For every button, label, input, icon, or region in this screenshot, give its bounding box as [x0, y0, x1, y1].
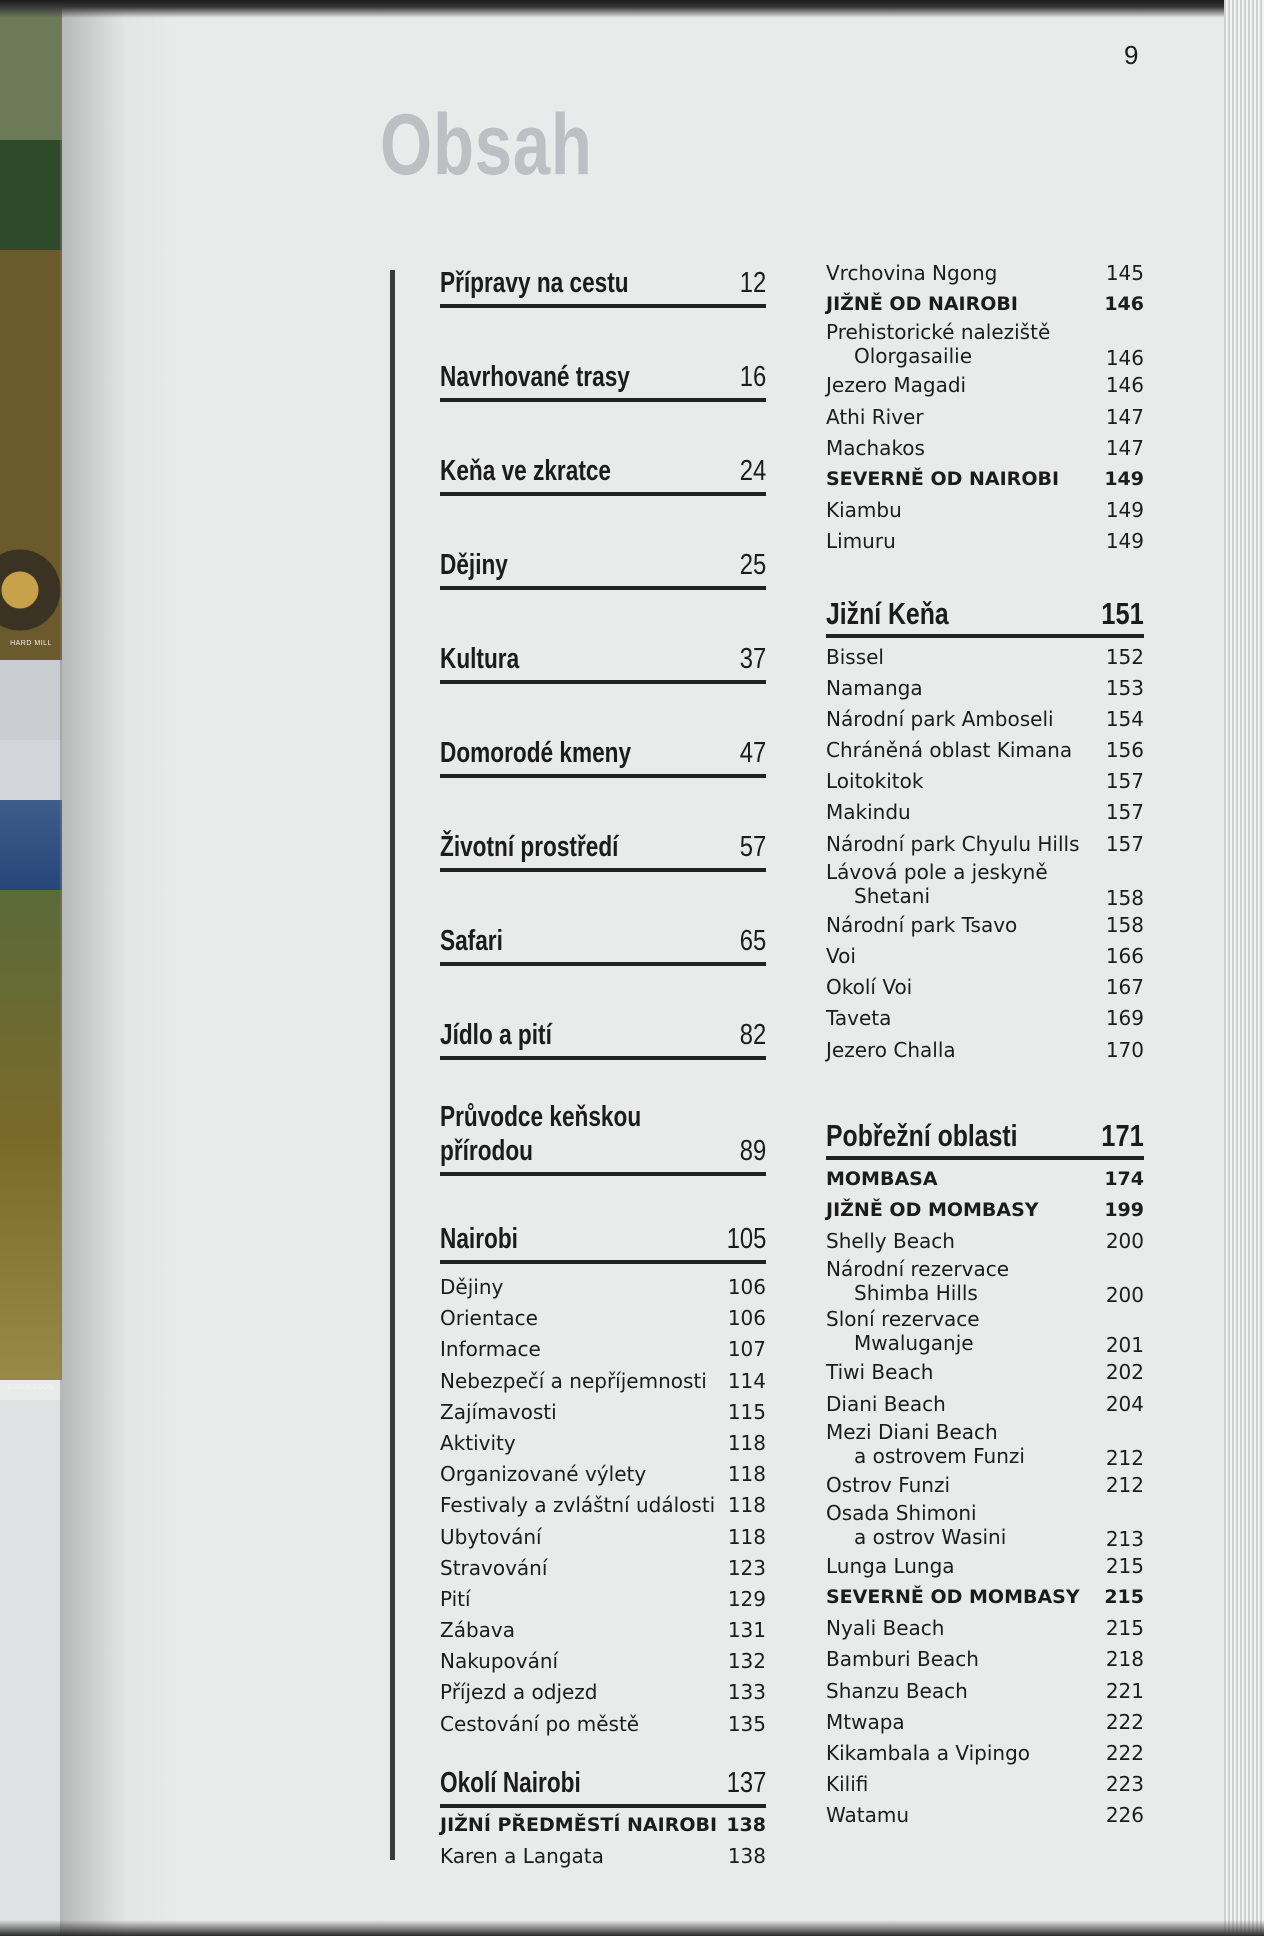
toc-entry-label-cont: a ostrov Wasini — [854, 1524, 1007, 1549]
photo-credit-top: HARD MILL — [10, 640, 52, 647]
toc-entry[interactable] — [826, 766, 1144, 797]
toc-entry-page: 166 — [1105, 944, 1144, 968]
toc-entry-label: MOMBASA — [826, 1167, 938, 1190]
toc-entry[interactable] — [440, 1841, 766, 1872]
toc-entry-page: 156 — [1105, 738, 1144, 763]
toc-entry-page: 106 — [727, 1306, 766, 1331]
toc-entry-label: Lunga Lunga — [826, 1553, 955, 1578]
toc-entry-page: 145 — [1105, 261, 1144, 285]
toc-entry-label: JIŽNĚ OD MOMBASY — [826, 1198, 1039, 1221]
toc-entry-page: 213 — [1105, 1526, 1144, 1551]
toc-entry[interactable] — [826, 642, 1144, 673]
facing-page-photo-edge — [0, 0, 62, 1936]
chapter-entry[interactable] — [440, 532, 766, 590]
toc-entry-label: Taveta — [826, 1006, 892, 1031]
toc-entry[interactable] — [826, 910, 1144, 941]
toc-entry-page: 204 — [1105, 1391, 1144, 1416]
page-stack-edge — [1224, 0, 1264, 1936]
toc-entry-page: 202 — [1105, 1360, 1144, 1385]
toc-entry-label: Okolí Voi — [826, 975, 913, 1000]
toc-entry-label: Orientace — [440, 1306, 538, 1331]
toc-entry-label: Vrchovina Ngong — [826, 261, 998, 285]
toc-entry[interactable] — [826, 1582, 1144, 1613]
toc-entry-page: 154 — [1105, 706, 1144, 731]
toc-entry-page: 152 — [1105, 644, 1144, 669]
toc-entry-page: 147 — [1105, 435, 1144, 460]
toc-entry[interactable] — [826, 1195, 1144, 1226]
toc-entry-label: Národní park Tsavo — [826, 912, 1018, 937]
chapter-title: Domorodé kmeny — [440, 737, 632, 769]
toc-entry[interactable] — [826, 1003, 1144, 1034]
toc-entry-label: Diani Beach — [826, 1391, 946, 1416]
chapter-entry-pruvodce[interactable] — [440, 1098, 766, 1176]
toc-entry[interactable] — [440, 1272, 766, 1303]
toc-entry[interactable] — [826, 1707, 1144, 1738]
toc-entry-page: 114 — [727, 1368, 766, 1393]
chapter-title-line: přírodou — [440, 1135, 533, 1167]
toc-entry[interactable] — [440, 1459, 766, 1490]
toc-entry-page: 200 — [1105, 1283, 1144, 1308]
toc-entry-page: 132 — [727, 1649, 766, 1674]
chapter-title: Kultura — [440, 643, 520, 675]
toc-entry[interactable] — [826, 433, 1144, 464]
toc-entry-page: 138 — [726, 1813, 766, 1836]
toc-entry-page: 223 — [1105, 1772, 1144, 1797]
toc-entry-label: Kilifi — [826, 1772, 869, 1797]
chapter-entry[interactable] — [440, 814, 766, 872]
photo-strip — [0, 140, 62, 250]
toc-entry-page: 129 — [727, 1586, 766, 1611]
chapter-title: Navrhované trasy — [440, 361, 630, 393]
chapter-title: Přípravy na cestu — [440, 267, 629, 299]
chapter-title: Keňa ve zkratce — [440, 455, 612, 487]
toc-entry[interactable] — [826, 370, 1144, 401]
toc-entry-label: Ubytování — [440, 1524, 542, 1549]
toc-entry-page: 146 — [1105, 346, 1144, 371]
toc-entry-page: 123 — [727, 1555, 766, 1580]
toc-entry-page: 146 — [1104, 293, 1144, 316]
chapter-page: 65 — [739, 925, 766, 957]
toc-entry-page: 147 — [1105, 404, 1144, 429]
toc-entry-label: Mezi Diani Beach — [826, 1419, 998, 1444]
toc-entry-label: Nakupování — [440, 1649, 559, 1674]
toc-entry-page: 157 — [1105, 800, 1144, 825]
jizni-kena-subsections — [826, 642, 1144, 1066]
toc-entry-label: Národní park Chyulu Hills — [826, 831, 1080, 856]
toc-entry[interactable] — [826, 1164, 1144, 1195]
toc-entry-label: Lávová pole a jeskyně — [826, 859, 1048, 884]
column-rule — [390, 270, 395, 1860]
toc-entry-label: Kiambu — [826, 498, 902, 523]
toc-entry[interactable] — [826, 797, 1144, 828]
toc-entry[interactable] — [826, 495, 1144, 526]
toc-entry[interactable] — [826, 1551, 1144, 1582]
chapter-entry[interactable] — [440, 626, 766, 684]
chapter-page: 57 — [739, 831, 766, 863]
toc-entry-page: 115 — [727, 1399, 766, 1424]
chapter-title: Dějiny — [440, 549, 508, 581]
toc-entry[interactable] — [826, 673, 1144, 704]
chapter-title: Pobřežní oblasti — [826, 1117, 1018, 1153]
chapter-entry[interactable] — [440, 1002, 766, 1060]
toc-entry-label: Organizované výlety — [440, 1462, 647, 1487]
toc-entry[interactable] — [826, 1307, 1144, 1357]
toc-entry-label: Namanga — [826, 675, 923, 700]
toc-entry-page: 222 — [1105, 1709, 1144, 1734]
toc-entry[interactable] — [440, 1615, 766, 1646]
toc-entry-page: 157 — [1105, 831, 1144, 856]
toc-entry[interactable] — [440, 1303, 766, 1334]
toc-entry-label: Chráněná oblast Kimana — [826, 738, 1073, 763]
chapter-page: 37 — [739, 643, 766, 675]
chapter-entry-jizni-kena[interactable] — [826, 584, 1144, 638]
toc-entry[interactable] — [826, 1676, 1144, 1707]
toc-entry-label: JIŽNĚ OD NAIROBI — [826, 293, 1018, 316]
toc-entry-label: Limuru — [826, 529, 896, 554]
toc-entry-page: 167 — [1105, 975, 1144, 1000]
chapter-entry[interactable] — [440, 250, 766, 308]
toc-entry-page: 199 — [1104, 1198, 1144, 1221]
toc-entry[interactable] — [826, 1257, 1144, 1307]
toc-entry-label: Nebezpečí a nepříjemnosti — [440, 1368, 707, 1393]
chapter-entry-nairobi[interactable] — [440, 1210, 766, 1264]
toc-entry-label: Tiwi Beach — [826, 1360, 934, 1385]
toc-entry[interactable] — [826, 1644, 1144, 1675]
toc-entry[interactable] — [826, 829, 1144, 860]
toc-entry-page: 106 — [727, 1275, 766, 1299]
chapter-page: 151 — [1101, 595, 1144, 631]
photo-strip — [0, 800, 62, 890]
chapter-title: Jídlo a pití — [440, 1019, 552, 1051]
toc-entry-page: 215 — [1105, 1616, 1144, 1641]
toc-entry[interactable] — [826, 1357, 1144, 1388]
chapter-title: Safari — [440, 925, 503, 957]
toc-entry[interactable] — [440, 1428, 766, 1459]
toc-entry-page: 118 — [727, 1493, 766, 1518]
toc-entry-label: Voi — [826, 944, 856, 968]
toc-entry[interactable] — [826, 1613, 1144, 1644]
chapter-entry[interactable] — [440, 344, 766, 402]
main-chapter-list — [440, 250, 766, 1872]
toc-entry-label: Pití — [440, 1586, 471, 1611]
toc-entry[interactable] — [440, 1646, 766, 1677]
chapter-title — [440, 1100, 641, 1168]
chapter-title: Jižní Keňa — [826, 595, 949, 631]
toc-entry-label: Příjezd a odjezd — [440, 1680, 598, 1705]
toc-entry-page: 201 — [1105, 1333, 1144, 1358]
okoli-subsections — [440, 1810, 766, 1872]
toc-entry-label: Festivaly a zvláštní události — [440, 1493, 716, 1518]
toc-entry-label: Prehistorické naleziště — [826, 320, 1051, 345]
toc-entry[interactable] — [826, 1800, 1144, 1831]
toc-entry[interactable] — [826, 320, 1144, 370]
toc-entry-label: SEVERNĚ OD MOMBASY — [826, 1586, 1080, 1609]
toc-entry-page: 174 — [1104, 1167, 1144, 1190]
toc-entry-label: Dějiny — [440, 1275, 504, 1299]
chapter-page: 137 — [726, 1766, 766, 1799]
photo-strip — [0, 740, 62, 800]
toc-entry-page: 146 — [1105, 373, 1144, 398]
toc-entry-label: Ostrov Funzi — [826, 1472, 951, 1497]
toc-entry-page: 149 — [1104, 467, 1144, 490]
toc-entry-label-cont: Shimba Hills — [854, 1281, 978, 1306]
gutter-shadow — [60, 0, 180, 1936]
toc-entry-page: 107 — [727, 1337, 766, 1362]
toc-entry[interactable] — [826, 1470, 1144, 1501]
toc-entry-label: Watamu — [826, 1803, 910, 1828]
chapter-page: 25 — [739, 549, 766, 581]
toc-entry-label: Shanzu Beach — [826, 1678, 968, 1703]
toc-entry-label: Shelly Beach — [826, 1229, 955, 1254]
toc-entry-page: 200 — [1105, 1229, 1144, 1254]
toc-entry-label: Jezero Magadi — [826, 373, 967, 398]
scan-bottom-edge — [0, 1920, 1264, 1936]
chapter-entry[interactable] — [440, 438, 766, 496]
toc-entry-page: 158 — [1105, 912, 1144, 937]
toc-entry[interactable] — [440, 1334, 766, 1365]
toc-entry-label: Zajímavosti — [440, 1399, 557, 1424]
toc-entry-page: 135 — [727, 1711, 766, 1736]
toc-entry-label-cont: Olorgasailie — [854, 344, 973, 369]
toc-entry[interactable] — [826, 735, 1144, 766]
chapter-page: 47 — [739, 737, 766, 769]
chapter-page: 105 — [726, 1223, 766, 1255]
toc-entry[interactable] — [440, 1709, 766, 1740]
toc-entry-label: Mtwapa — [826, 1709, 905, 1734]
toc-entry-label: Osada Shimoni — [826, 1500, 977, 1525]
toc-entry-page: 118 — [727, 1524, 766, 1549]
toc-entry[interactable] — [826, 464, 1144, 495]
toc-entry-label: Cestování po městě — [440, 1711, 640, 1736]
photo-strip — [0, 660, 62, 740]
toc-entry-page: 226 — [1105, 1803, 1144, 1828]
chapter-title-line: Průvodce keňskou — [440, 1101, 642, 1133]
toc-entry-label: Athi River — [826, 404, 924, 429]
chapter-page: 171 — [1101, 1117, 1144, 1153]
toc-entry[interactable] — [440, 1522, 766, 1553]
chapter-title: Nairobi — [440, 1223, 518, 1255]
toc-entry-label: Bamburi Beach — [826, 1647, 979, 1672]
pobrezni-subsections — [826, 1164, 1144, 1832]
scan-top-edge — [0, 0, 1264, 18]
toc-entry-page: 222 — [1105, 1741, 1144, 1765]
toc-entry-label: Bissel — [826, 644, 884, 669]
toc-entry-page: 133 — [727, 1680, 766, 1705]
toc-entry-page: 158 — [1105, 885, 1144, 910]
toc-entry-label: Nyali Beach — [826, 1616, 945, 1641]
chapter-page: 24 — [739, 455, 766, 487]
toc-entry-label: Jezero Challa — [826, 1037, 956, 1062]
toc-entry[interactable] — [826, 402, 1144, 433]
toc-entry-page: 212 — [1105, 1445, 1144, 1470]
toc-entry[interactable] — [826, 704, 1144, 735]
toc-entry-page: 149 — [1105, 529, 1144, 554]
toc-entry[interactable] — [826, 941, 1144, 972]
toc-entry[interactable] — [826, 1226, 1144, 1257]
chapter-entry-okoli[interactable] — [440, 1748, 766, 1808]
toc-entry-label-cont: Shetani — [854, 883, 931, 908]
toc-entry-page: 215 — [1105, 1553, 1144, 1578]
chapter-page: 82 — [739, 1019, 766, 1051]
toc-entry[interactable] — [440, 1553, 766, 1584]
toc-entry-label: Národní rezervace — [826, 1257, 1010, 1282]
toc-entry-label: Makindu — [826, 800, 911, 825]
toc-entry-label: Machakos — [826, 435, 925, 460]
toc-entry[interactable] — [826, 1389, 1144, 1420]
photo-credit-bottom: EDRIKSSON — [8, 1384, 54, 1391]
chapter-page: 89 — [739, 1135, 766, 1167]
toc-entry-label-cont: a ostrovem Funzi — [854, 1443, 1025, 1468]
chapter-page: 12 — [739, 267, 766, 299]
toc-entry[interactable] — [826, 526, 1144, 557]
toc-entry-page: 170 — [1105, 1037, 1144, 1062]
toc-entry-page: 169 — [1105, 1006, 1144, 1031]
toc-entry-label: Karen a Langata — [440, 1844, 604, 1868]
chapter-entry[interactable] — [440, 908, 766, 966]
chapter-entry[interactable] — [440, 720, 766, 778]
toc-entry[interactable] — [440, 1677, 766, 1708]
toc-entry-page: 212 — [1105, 1472, 1144, 1497]
toc-entry[interactable] — [826, 1035, 1144, 1066]
toc-entry[interactable] — [826, 1769, 1144, 1800]
toc-entry-label: JIŽNÍ PŘEDMĚSTÍ NAIROBI — [440, 1813, 718, 1836]
chapter-title: Životní prostředí — [440, 831, 619, 863]
toc-entry-label: Národní park Amboseli — [826, 706, 1054, 731]
toc-entry[interactable] — [440, 1366, 766, 1397]
toc-entry-page: 149 — [1105, 498, 1144, 523]
toc-entry[interactable] — [826, 289, 1144, 320]
nairobi-surroundings-list — [826, 258, 1144, 558]
toc-entry-label-cont: Mwaluganje — [854, 1331, 974, 1356]
toc-entry-page: 215 — [1104, 1586, 1144, 1609]
toc-entry[interactable] — [826, 258, 1144, 289]
toc-entry[interactable] — [440, 1397, 766, 1428]
toc-entry-label: Informace — [440, 1337, 541, 1362]
chapter-title: Okolí Nairobi — [440, 1766, 581, 1799]
toc-entry-label: SEVERNĚ OD NAIROBI — [826, 467, 1060, 490]
toc-entry-page: 157 — [1105, 769, 1144, 794]
nairobi-subsections — [440, 1272, 766, 1740]
toc-entry[interactable] — [826, 1738, 1144, 1769]
toc-entry[interactable] — [440, 1490, 766, 1521]
chapter-page: 16 — [739, 361, 766, 393]
column-2 — [826, 258, 1144, 1832]
photo-strip — [0, 0, 62, 140]
toc-entry[interactable] — [440, 1810, 766, 1841]
toc-entry-label: Aktivity — [440, 1430, 516, 1455]
chapter-entry-pobrezni[interactable] — [826, 1106, 1144, 1160]
toc-entry-label: Loitokitok — [826, 769, 924, 794]
page-number: 9 — [1124, 40, 1139, 70]
photo-strip — [0, 250, 62, 660]
toc-entry-page: 118 — [727, 1462, 766, 1487]
toc-entry-label: Zábava — [440, 1618, 515, 1643]
toc-entry-page: 118 — [727, 1430, 766, 1455]
toc-entry-label: Sloní rezervace — [826, 1307, 980, 1332]
toc-entry-label: Stravování — [440, 1555, 548, 1580]
photo-strip — [0, 1400, 62, 1936]
toc-entry-page: 218 — [1105, 1647, 1144, 1672]
toc-entry-page: 221 — [1105, 1678, 1144, 1703]
toc-entry[interactable] — [826, 1420, 1144, 1470]
toc-entry[interactable] — [826, 860, 1144, 910]
toc-entry-page: 153 — [1105, 675, 1144, 700]
page-title: Obsah — [380, 97, 593, 193]
toc-entry-page: 138 — [727, 1844, 766, 1868]
toc-entry[interactable] — [826, 1501, 1144, 1551]
toc-entry-label: Kikambala a Vipingo — [826, 1741, 1031, 1765]
photo-strip — [0, 890, 62, 1380]
toc-entry-page: 131 — [727, 1618, 766, 1643]
toc-entry[interactable] — [440, 1584, 766, 1615]
toc-entry[interactable] — [826, 972, 1144, 1003]
